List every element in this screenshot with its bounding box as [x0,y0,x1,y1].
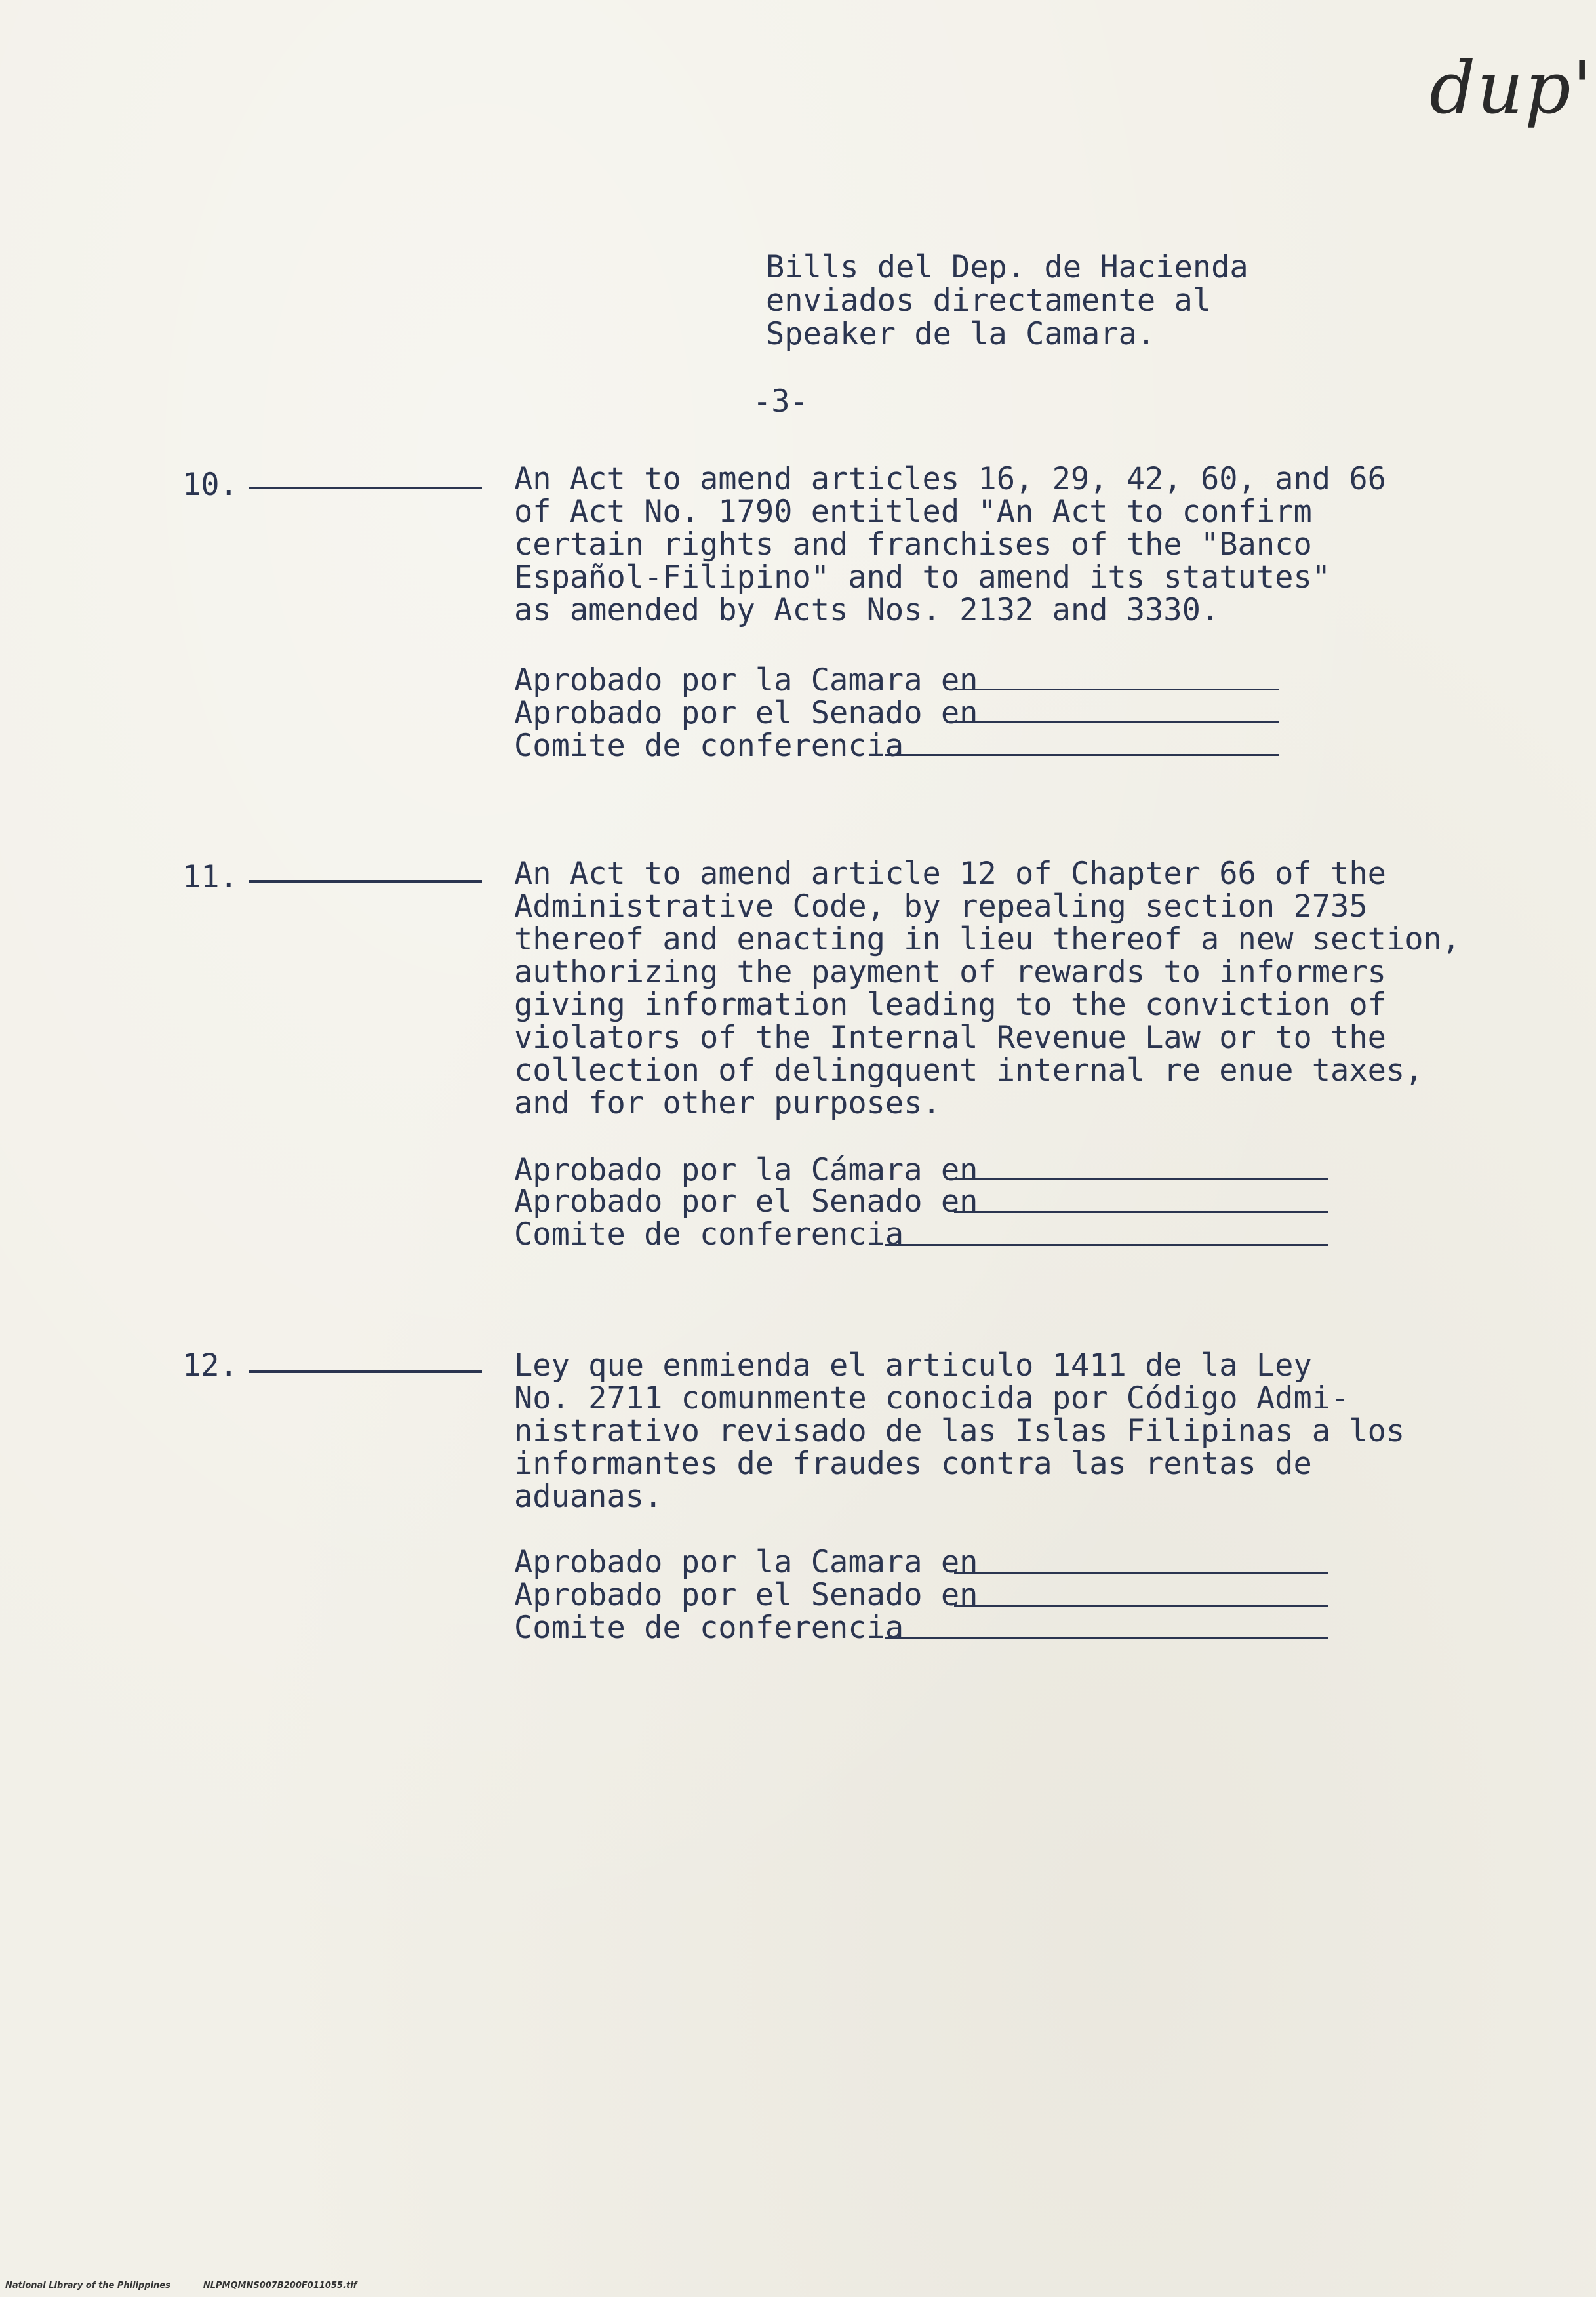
approval-house: Aprobado por la Camara en [514,1544,978,1580]
approval-house-line [954,1572,1328,1574]
bill-blank-line [249,880,482,883]
approval-house: Aprobado por la Camara en [514,662,978,698]
bill-number: 10. [182,467,238,503]
bill-description: An Act to amend articles 16, 29, 42, 60, and 66 of Act No. 1790 entitled "An Act to confirm certain rights and franchises of the "Banco Español-Filipino" and to amend its statutes" as amended by Acts Nos. 2132 and 3330. [514,461,1386,628]
bill-description: Ley que enmienda el articulo 1411 de la Ley No. 2711 comunmente conocida por Código Admi- nistrativo revisado de las Islas Filipinas a los informantes de fraudes contra las rentas de aduanas. [514,1348,1405,1515]
header-line-3: Speaker de la Camara. [766,316,1156,352]
bill-description: An Act to amend article 12 of Chapter 66 of the Administrative Code, by repealing section 2735 thereof and enacting in lieu thereof a new section, authorizing the payment of rewards to informers giving information leading to the conviction of violators of the Internal Revenue Law or to the collection of delingquent internal re enue taxes, and for other purposes. [514,856,1461,1121]
scan-footer [5,2281,389,2290]
approval-conference: Comite de conferencia [514,1216,904,1252]
handwritten-note: dup' [1429,46,1593,130]
approval-senate-line [954,1211,1328,1213]
approval-senate: Aprobado por el Senado en [514,695,978,731]
header-line-2: enviados directamente al [766,283,1212,319]
bill-blank-line [249,487,482,489]
approval-conference: Comite de conferencia [514,1610,904,1646]
approval-conference-line [885,1637,1328,1639]
approval-conference-line [885,1244,1328,1246]
approval-senate: Aprobado por el Senado en [514,1184,978,1220]
approval-senate: Aprobado por el Senado en [514,1577,978,1613]
header-line-1: Bills del Dep. de Hacienda [766,249,1248,285]
bill-blank-line [249,1370,482,1373]
footer-library: National Library of the Philippines [5,2281,170,2290]
footer-file-id: NLPMQMNS007B200F011055.tif [203,2281,357,2290]
bill-number: 12. [182,1348,238,1384]
page-number: -3- [753,384,808,420]
approval-house-line [954,689,1279,690]
approval-conference-line [885,754,1279,756]
approval-house: Aprobado por la Cámara en [514,1152,978,1188]
approval-conference: Comite de conferencia [514,728,904,764]
document-header [766,250,1248,351]
bill-number: 11. [182,859,238,895]
approval-senate-line [954,1605,1328,1607]
approval-senate-line [954,721,1279,723]
approval-house-line [954,1178,1328,1180]
